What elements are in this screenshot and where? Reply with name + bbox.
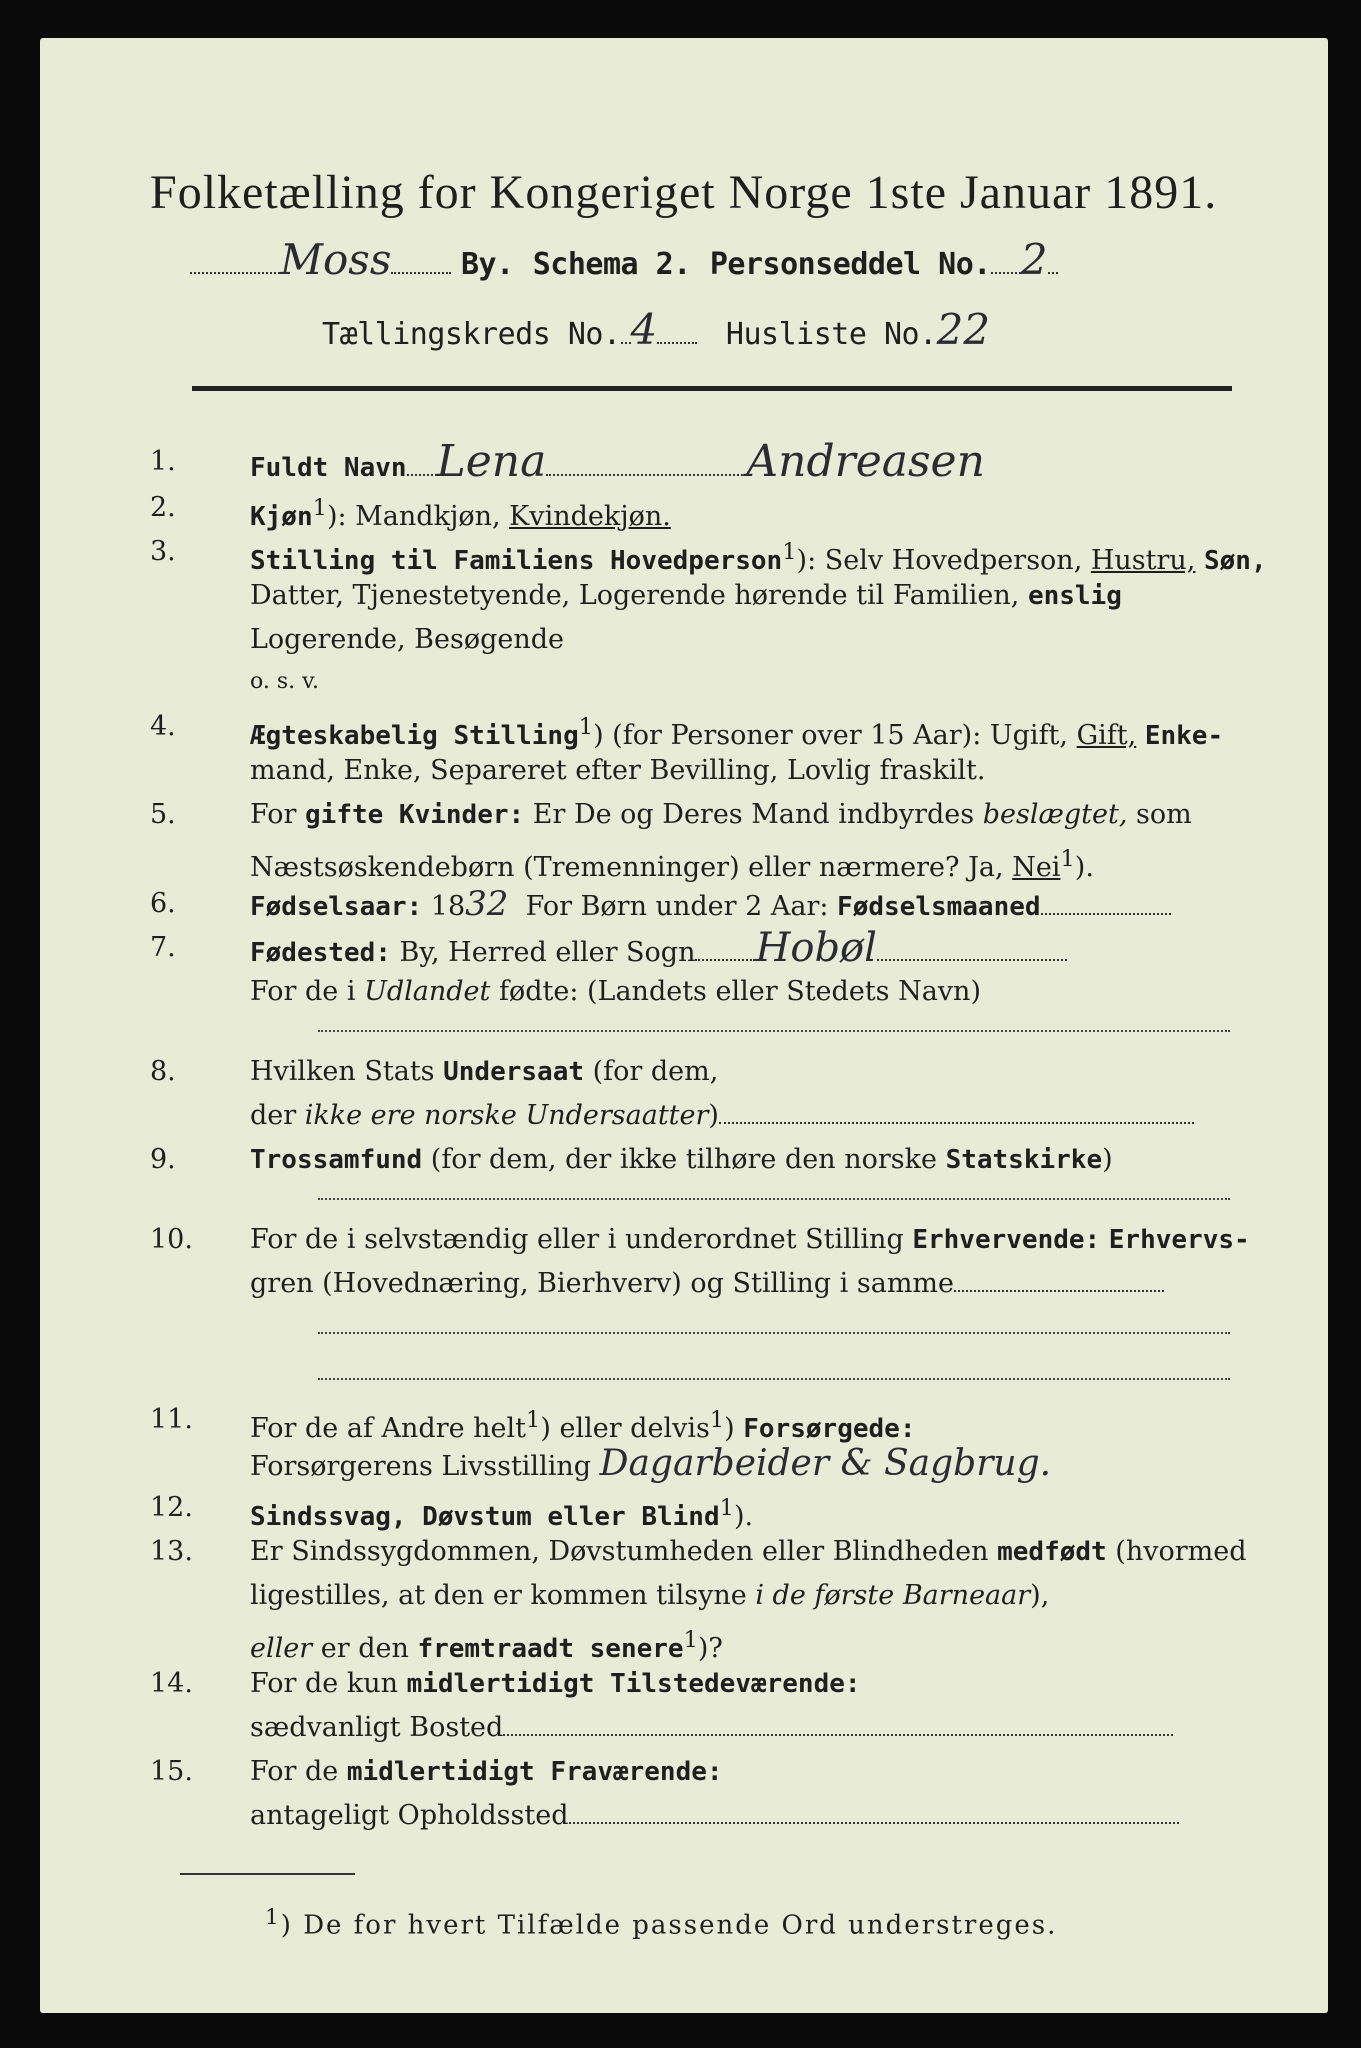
husliste-label: Husliste No. xyxy=(725,317,937,352)
selected-option: Gift, xyxy=(1076,720,1137,751)
item-text: For de kun xyxy=(250,1668,398,1699)
item-label: Fødselsmaaned xyxy=(837,892,1041,922)
answer-line xyxy=(318,1198,1230,1200)
item-label: midlertidigt Fraværende: xyxy=(346,1757,723,1787)
item-text: Næstsøskendebørn (Tremenninger) eller nærmere? Ja, xyxy=(250,852,1004,883)
item-number: 15. xyxy=(150,1756,193,1787)
kreds-label: Tællingskreds No. xyxy=(322,317,621,352)
item-text: Er De og Deres Mand indbyrdes xyxy=(532,799,975,830)
item-number: 6. xyxy=(150,888,176,919)
item-text: der xyxy=(250,1100,297,1131)
item-text: ikke ere norske Undersaatter xyxy=(304,1100,709,1131)
item-text: gren (Hovednæring, Bierhverv) og Stilling i samme xyxy=(250,1268,955,1299)
item-text: (hvormed xyxy=(1115,1536,1247,1567)
birthplace: Hobøl xyxy=(755,925,877,971)
item-text: For de xyxy=(250,1756,339,1787)
item-text: ) xyxy=(708,1100,719,1131)
item-number: 7. xyxy=(150,932,176,963)
item-text: ): Selv Hovedperson, xyxy=(796,545,1083,576)
item-label: Fødested: xyxy=(250,938,391,968)
item-text: ). xyxy=(1074,852,1094,883)
item-number: 11. xyxy=(150,1404,193,1435)
item-number: 5. xyxy=(150,799,176,830)
item-text: o. s. v. xyxy=(250,669,319,694)
item-text: By, Herred eller Sogn xyxy=(399,937,696,968)
item-text: fødte: (Landets eller Stedets Navn) xyxy=(498,976,981,1007)
city-name: Moss xyxy=(280,235,392,284)
header-line-2 xyxy=(322,305,990,354)
item-text: Enke- xyxy=(1144,721,1224,751)
by-label: By. xyxy=(460,247,514,282)
item-text: ) (for Personer over 15 Aar): Ugift, xyxy=(593,720,1068,751)
item-number: 3. xyxy=(150,536,176,567)
form-title: Folketælling for Kongeriget Norge 1ste Januar 1891. xyxy=(150,166,1218,219)
item-label: Ægteskabelig Stilling xyxy=(250,721,579,751)
item-number: 13. xyxy=(150,1536,193,1567)
item-text: ). xyxy=(733,1501,754,1532)
item-number: 12. xyxy=(150,1492,193,1523)
footnote-divider xyxy=(180,1873,355,1875)
footnote xyxy=(265,1905,1057,1941)
item-text: )? xyxy=(697,1633,723,1664)
item-label: Stilling til Familiens Hovedperson xyxy=(250,546,783,576)
item-text: eller xyxy=(250,1633,313,1664)
item-text: beslægtet, xyxy=(982,799,1128,830)
item-label: Trossamfund xyxy=(250,1145,423,1175)
item-text: ) xyxy=(1102,1144,1113,1175)
header-line-1 xyxy=(190,235,1058,284)
item-text: Datter, Tjenestetyende, Logerende hørende til Familien, xyxy=(250,580,1020,611)
item-label: Fødselsaar: xyxy=(250,892,423,922)
item-text: Udlandet xyxy=(364,976,491,1007)
name-last: Andreasen xyxy=(746,436,985,487)
option-son: Søn, xyxy=(1204,546,1267,576)
item-text: Forsørgerens Livsstilling xyxy=(250,1451,592,1482)
husliste-number: 22 xyxy=(936,305,991,354)
item-label: midlertidigt Tilstedeværende: xyxy=(406,1669,861,1699)
option-enslig: enslig xyxy=(1027,581,1122,611)
selected-option: Nei xyxy=(1012,852,1061,883)
item-text: Hvilken Stats xyxy=(250,1056,435,1087)
item-text: For de i xyxy=(250,976,356,1007)
item-text: ), xyxy=(1030,1580,1050,1611)
footnote-text: ) De for hvert Tilfælde passende Ord understreges. xyxy=(280,1910,1058,1941)
item-text: (for dem, der ikke tilhøre den norske xyxy=(430,1144,937,1175)
selected-option: Hustru, xyxy=(1090,545,1196,576)
footnote-marker: 1 xyxy=(312,495,327,521)
item-label: Erhvervende: xyxy=(912,1225,1101,1255)
item-label: Statskirke xyxy=(945,1145,1103,1175)
selected-option: Kvindekjøn. xyxy=(509,501,671,532)
item-text: ): Mandkjøn, xyxy=(326,501,501,532)
item-number: 4. xyxy=(150,711,176,742)
item-text: mand, Enke, Separeret efter Bevilling, Lovlig fraskilt. xyxy=(250,755,986,786)
item-text: For de i selvstændig eller i underordnet Stilling xyxy=(250,1224,904,1255)
personseddel-label: Personseddel No. xyxy=(709,247,991,282)
year-prefix: 18 xyxy=(430,891,466,922)
item-label: Kjøn xyxy=(250,502,313,532)
name-first: Lena xyxy=(436,436,547,487)
item-number: 8. xyxy=(150,1056,176,1087)
item-text: ) eller delvis xyxy=(540,1413,710,1444)
item-number: 2. xyxy=(150,492,176,523)
item-label: Fuldt Navn xyxy=(250,453,407,483)
item-text: sædvanligt Bosted xyxy=(250,1712,504,1743)
item-text: Er Sindssygdommen, Døvstumheden eller Blindheden xyxy=(250,1536,989,1567)
provider-occupation: Dagarbeider & Sagbrug. xyxy=(599,1443,1052,1484)
item-text: antageligt Opholdssted xyxy=(250,1800,569,1831)
schema-label: Schema 2. xyxy=(532,247,691,282)
item-text: Erhvervs- xyxy=(1108,1225,1250,1255)
item-text: For de af Andre helt xyxy=(250,1413,527,1444)
item-number: 1. xyxy=(150,446,176,477)
item-text: For xyxy=(250,799,297,830)
item-label: Sindssvag, Døvstum eller Blind xyxy=(250,1502,720,1532)
item-label: gifte Kvinder: xyxy=(305,800,525,830)
item-label: fremtraadt senere xyxy=(417,1634,684,1664)
personseddel-number: 2 xyxy=(1020,235,1048,284)
item-text: er den xyxy=(320,1633,409,1664)
footnote-marker: 1 xyxy=(265,1905,281,1930)
answer-line xyxy=(318,1030,1230,1032)
item-text: For Børn under 2 Aar: xyxy=(525,891,829,922)
item-text: (for dem, xyxy=(592,1056,719,1087)
item-text: ligestilles, at den er kommen tilsyne xyxy=(250,1580,747,1611)
birth-year: 32 xyxy=(465,884,509,924)
item-label: medfødt xyxy=(997,1537,1107,1567)
answer-line xyxy=(318,1378,1230,1380)
item-number: 10. xyxy=(150,1224,193,1255)
item-label: Undersaat xyxy=(443,1057,585,1087)
item-number: 14. xyxy=(150,1668,193,1699)
item-text: som xyxy=(1136,799,1192,830)
item-text: i de første Barneaar xyxy=(755,1580,1031,1611)
item-text: Logerende, Besøgende xyxy=(250,624,564,655)
item-label: Forsørgede: xyxy=(743,1414,916,1444)
item-number: 9. xyxy=(150,1144,176,1175)
answer-line xyxy=(318,1332,1230,1334)
kreds-number: 4 xyxy=(630,305,658,354)
header-divider xyxy=(192,386,1232,391)
